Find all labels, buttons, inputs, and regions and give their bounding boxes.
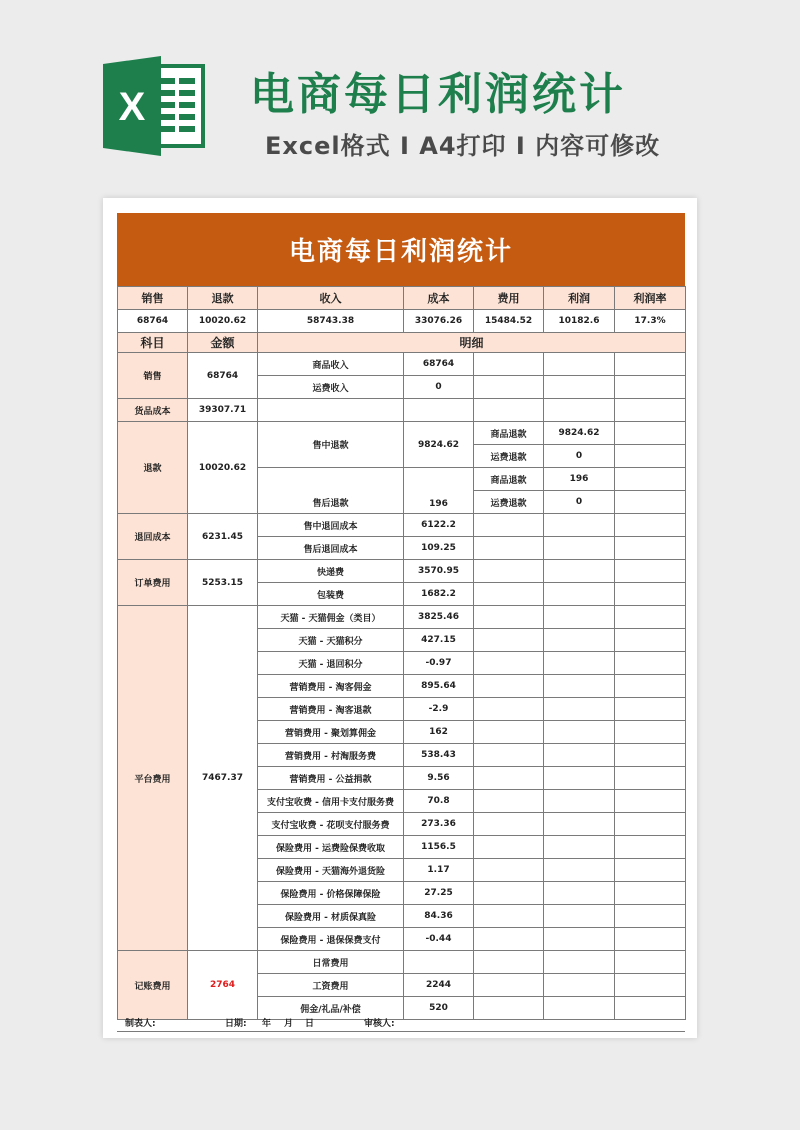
table-row [118, 353, 686, 376]
banner [0, 0, 800, 200]
empty-cell[interactable] [544, 790, 615, 813]
detail-name: 保险费用 - 材质保真险 [258, 905, 404, 928]
empty-cell[interactable] [615, 951, 686, 974]
detail-name: 营销费用 - 淘客退款 [258, 698, 404, 721]
empty-cell[interactable] [474, 790, 544, 813]
empty-cell[interactable] [474, 698, 544, 721]
empty-cell[interactable] [615, 422, 686, 445]
sheet-title: 电商每日利润统计 [117, 213, 685, 286]
detail-value[interactable]: 68764 [404, 353, 474, 376]
subject-cell: 销售 [118, 353, 188, 399]
detail-name: 工资费用 [258, 974, 404, 997]
detail-value[interactable]: 427.15 [404, 629, 474, 652]
value-cell[interactable]: 33076.26 [404, 310, 474, 333]
empty-cell[interactable] [615, 583, 686, 606]
header-cell: 收入 [258, 287, 404, 310]
detail-value[interactable]: 27.25 [404, 882, 474, 905]
detail-value[interactable]: 196 [404, 468, 474, 514]
detail-name: 保险费用 - 天猫海外退货险 [258, 859, 404, 882]
detail-value[interactable]: 895.64 [404, 675, 474, 698]
summary-header-row [118, 287, 686, 310]
empty-cell[interactable] [474, 399, 544, 422]
section-header-row [118, 333, 686, 353]
empty-cell[interactable] [544, 836, 615, 859]
empty-cell[interactable] [474, 353, 544, 376]
empty-cell[interactable] [474, 606, 544, 629]
empty-cell[interactable] [544, 606, 615, 629]
detail-name: 售中退回成本 [258, 514, 404, 537]
empty-cell[interactable] [615, 744, 686, 767]
hero-title: 电商每日利润统计 [250, 69, 626, 120]
detail-name: 营销费用 - 淘客佣金 [258, 675, 404, 698]
empty-cell[interactable] [544, 859, 615, 882]
excel-icon [103, 56, 213, 156]
empty-cell[interactable] [544, 652, 615, 675]
value-cell[interactable]: 10182.6 [544, 310, 615, 333]
empty-cell[interactable] [615, 974, 686, 997]
detail-value[interactable]: 70.8 [404, 790, 474, 813]
profit-table [117, 286, 686, 1020]
svg-text:X: X [118, 85, 146, 129]
empty-cell[interactable] [615, 445, 686, 468]
amount-cell[interactable]: 6231.45 [188, 514, 258, 560]
empty-cell[interactable] [615, 790, 686, 813]
detail-name: 支付宝收费 - 信用卡支付服务费 [258, 790, 404, 813]
empty-cell[interactable] [544, 629, 615, 652]
empty-cell[interactable] [615, 537, 686, 560]
year-label: 年 [262, 1019, 272, 1029]
table-row [118, 951, 686, 974]
empty-cell[interactable] [474, 675, 544, 698]
detail-name: 包装费 [258, 583, 404, 606]
detail-value[interactable]: 0 [404, 376, 474, 399]
detail-name: 售后退回成本 [258, 537, 404, 560]
empty-cell[interactable] [474, 928, 544, 951]
empty-cell[interactable] [544, 353, 615, 376]
empty-cell[interactable] [474, 583, 544, 606]
empty-cell[interactable] [615, 353, 686, 376]
empty-cell[interactable] [615, 928, 686, 951]
empty-cell[interactable] [544, 813, 615, 836]
empty-cell[interactable] [615, 491, 686, 514]
amount-header: 金额 [188, 333, 258, 353]
value-cell[interactable]: 58743.38 [258, 310, 404, 333]
detail-name: 支付宝收费 - 花呗支付服务费 [258, 813, 404, 836]
detail-value[interactable]: -0.44 [404, 928, 474, 951]
detail-value[interactable]: 538.43 [404, 744, 474, 767]
header-cell: 销售 [118, 287, 188, 310]
empty-cell[interactable] [544, 675, 615, 698]
empty-cell[interactable] [474, 813, 544, 836]
detail-name: 商品收入 [258, 353, 404, 376]
detail-name: 天猫 - 天猫积分 [258, 629, 404, 652]
detail-name: 佣金/礼品/补偿 [258, 997, 404, 1020]
empty-cell[interactable] [544, 767, 615, 790]
sub-name: 商品退款 [474, 422, 544, 445]
empty-cell[interactable] [615, 882, 686, 905]
detail-name: 营销费用 - 公益捐款 [258, 767, 404, 790]
empty-cell[interactable] [544, 537, 615, 560]
empty-cell[interactable] [474, 514, 544, 537]
detail-name: 快递费 [258, 560, 404, 583]
empty-cell[interactable] [544, 951, 615, 974]
empty-cell[interactable] [474, 629, 544, 652]
empty-cell[interactable] [474, 560, 544, 583]
detail-name: 天猫 - 退回积分 [258, 652, 404, 675]
empty-cell[interactable] [544, 698, 615, 721]
empty-cell[interactable] [615, 376, 686, 399]
amount-cell[interactable]: 39307.71 [188, 399, 258, 422]
empty-cell[interactable] [474, 767, 544, 790]
empty-cell[interactable] [615, 721, 686, 744]
empty-cell[interactable] [258, 399, 404, 422]
detail-value[interactable] [404, 951, 474, 974]
subject-cell: 货品成本 [118, 399, 188, 422]
sub-value[interactable]: 0 [544, 491, 615, 514]
empty-cell[interactable] [474, 744, 544, 767]
empty-cell[interactable] [474, 974, 544, 997]
detail-value[interactable]: 1682.2 [404, 583, 474, 606]
table-row [118, 422, 686, 445]
signature-row [117, 1013, 685, 1032]
value-cell[interactable]: 68764 [118, 310, 188, 333]
detail-name: 营销费用 - 村淘服务费 [258, 744, 404, 767]
detail-value[interactable]: 9824.62 [404, 422, 474, 468]
detail-name: 营销费用 - 聚划算佣金 [258, 721, 404, 744]
table-row [118, 606, 686, 629]
empty-cell[interactable] [615, 629, 686, 652]
empty-cell[interactable] [544, 376, 615, 399]
amount-cell[interactable]: 5253.15 [188, 560, 258, 606]
empty-cell[interactable] [544, 514, 615, 537]
detail-value[interactable]: 109.25 [404, 537, 474, 560]
empty-cell[interactable] [544, 399, 615, 422]
subject-cell: 退回成本 [118, 514, 188, 560]
amount-cell[interactable]: 7467.37 [188, 606, 258, 951]
empty-cell[interactable] [615, 560, 686, 583]
empty-cell[interactable] [544, 721, 615, 744]
empty-cell[interactable] [615, 652, 686, 675]
empty-cell[interactable] [474, 721, 544, 744]
detail-value[interactable]: 2244 [404, 974, 474, 997]
subject-cell: 记账费用 [118, 951, 188, 1020]
detail-value[interactable]: 6122.2 [404, 514, 474, 537]
detail-value[interactable]: 520 [404, 997, 474, 1020]
hero-subtitle: Excel格式 I A4打印 I 内容可修改 [265, 132, 661, 160]
detail-name: 保险费用 - 退保保费支付 [258, 928, 404, 951]
value-cell[interactable]: 17.3% [615, 310, 686, 333]
subject-cell: 平台费用 [118, 606, 188, 951]
empty-cell[interactable] [474, 951, 544, 974]
empty-cell[interactable] [474, 376, 544, 399]
table-row [118, 514, 686, 537]
value-cell[interactable]: 10020.62 [188, 310, 258, 333]
amount-cell[interactable]: 2764 [188, 951, 258, 1020]
header-cell: 退款 [188, 287, 258, 310]
detail-name: 保险费用 - 价格保障保险 [258, 882, 404, 905]
detail-value[interactable]: 84.36 [404, 905, 474, 928]
detail-name: 天猫 - 天猫佣金（类目） [258, 606, 404, 629]
empty-cell[interactable] [474, 882, 544, 905]
table-row [118, 560, 686, 583]
empty-cell[interactable] [474, 652, 544, 675]
header-cell: 利润 [544, 287, 615, 310]
amount-cell[interactable]: 68764 [188, 353, 258, 399]
empty-cell[interactable] [615, 399, 686, 422]
detail-name: 保险费用 - 运费险保费收取 [258, 836, 404, 859]
detail-value[interactable]: -0.97 [404, 652, 474, 675]
detail-value[interactable]: 162 [404, 721, 474, 744]
table-row [118, 399, 686, 422]
sub-name: 商品退款 [474, 468, 544, 491]
empty-cell[interactable] [615, 813, 686, 836]
detail-value[interactable]: 1.17 [404, 859, 474, 882]
empty-cell[interactable] [615, 514, 686, 537]
amount-cell[interactable]: 10020.62 [188, 422, 258, 514]
empty-cell[interactable] [615, 606, 686, 629]
subject-cell: 退款 [118, 422, 188, 514]
empty-cell[interactable] [615, 698, 686, 721]
month-label: 月 [284, 1019, 294, 1029]
header-cell: 利润率 [615, 287, 686, 310]
empty-cell[interactable] [544, 905, 615, 928]
empty-cell[interactable] [404, 399, 474, 422]
sub-value[interactable]: 9824.62 [544, 422, 615, 445]
detail-value[interactable]: 3825.46 [404, 606, 474, 629]
subject-cell: 订单费用 [118, 560, 188, 606]
detail-value[interactable]: -2.9 [404, 698, 474, 721]
sub-value[interactable]: 0 [544, 445, 615, 468]
value-cell[interactable]: 15484.52 [474, 310, 544, 333]
sub-name: 运费退款 [474, 491, 544, 514]
header-cell: 费用 [474, 287, 544, 310]
header-cell: 成本 [404, 287, 474, 310]
reviewer-label: 审核人: [364, 1019, 395, 1029]
day-label: 日 [305, 1019, 315, 1029]
detail-name: 日常费用 [258, 951, 404, 974]
detail-value[interactable]: 3570.95 [404, 560, 474, 583]
empty-cell[interactable] [615, 905, 686, 928]
detail-value[interactable]: 9.56 [404, 767, 474, 790]
summary-value-row [118, 310, 686, 333]
empty-cell[interactable] [544, 882, 615, 905]
detail-name: 运费收入 [258, 376, 404, 399]
detail-value[interactable]: 273.36 [404, 813, 474, 836]
empty-cell[interactable] [474, 836, 544, 859]
sub-name: 运费退款 [474, 445, 544, 468]
date-label: 日期: [225, 1019, 247, 1029]
maker-label: 制表人: [125, 1019, 156, 1029]
empty-cell[interactable] [544, 744, 615, 767]
empty-cell[interactable] [544, 974, 615, 997]
empty-cell[interactable] [474, 537, 544, 560]
empty-cell[interactable] [544, 928, 615, 951]
empty-cell[interactable] [615, 468, 686, 491]
empty-cell[interactable] [615, 859, 686, 882]
empty-cell[interactable] [615, 767, 686, 790]
detail-name: 售中退款 [258, 422, 404, 468]
empty-cell[interactable] [615, 836, 686, 859]
subject-header: 科目 [118, 333, 188, 353]
spreadsheet [117, 213, 685, 1020]
empty-cell[interactable] [474, 859, 544, 882]
sub-value[interactable]: 196 [544, 468, 615, 491]
detail-value[interactable]: 1156.5 [404, 836, 474, 859]
detail-header: 明细 [258, 333, 686, 353]
detail-name: 售后退款 [258, 468, 404, 514]
empty-cell[interactable] [615, 675, 686, 698]
empty-cell[interactable] [544, 583, 615, 606]
empty-cell[interactable] [544, 560, 615, 583]
empty-cell[interactable] [474, 905, 544, 928]
